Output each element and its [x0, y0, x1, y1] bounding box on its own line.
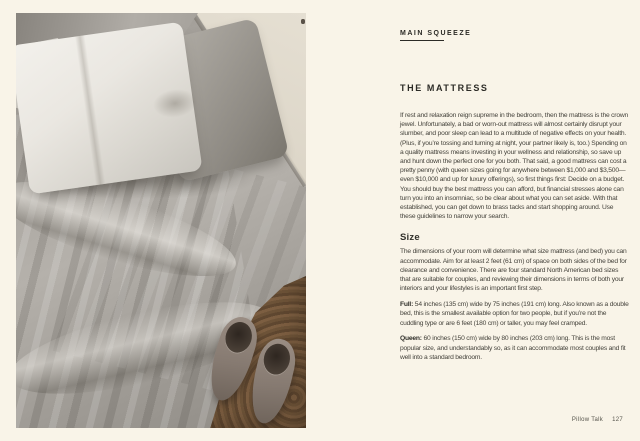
queen-size-label: Queen:: [400, 335, 422, 343]
bed-photo: [16, 13, 306, 428]
running-book-title: Pillow Talk: [571, 417, 604, 423]
kicker-underline: [400, 40, 444, 41]
white-pillow: [16, 22, 203, 195]
full-size-entry: [400, 300, 629, 328]
slippers: [199, 313, 306, 428]
queen-size-text: 60 inches (150 cm) wide by 80 inches (203 cm) long. This is the most popular size, and understandably so, as it can accommodate most couples and fit well into a standard bedroom.: [400, 335, 626, 361]
chapter-kicker: MAIN SQUEEZE: [400, 30, 472, 37]
section-heading-size: Size: [400, 232, 420, 244]
full-size-label: Full:: [400, 301, 414, 309]
intro-paragraph: If rest and relaxation reign supreme in the bedroom, then the mattress is the crown jewel. Unfortunately, a bad or worn-out mattress will almost certainly disrupt your slumber, and poor sleep can lead to a multitude of negative effects on your health. (Plus, if you’re tossing and turning at night, your partner likely is, too.) Spending on a quality mattress means investing in your wellness and relationship, so save up and hunt down the perfect one for you both. That said, a good mattress can cost a pretty penny (with queen sizes going for anywhere between $1,000 and $3,500—even $10,000 and up for luxury offerings), so first things first: Decide on a budget. You should buy the best mattress you can afford, but financial stresses alone can turn you into an insomniac, so be clear about what you can set aside. With that established, you can get down to brass tacks and start shopping around. Use these guidelines to narrow your search.: [400, 112, 628, 221]
wall-corner-detail: [301, 19, 305, 24]
page-title: THE MATTRESS: [400, 83, 489, 93]
slipper-opening: [261, 341, 293, 377]
slipper-opening: [222, 319, 256, 356]
queen-size-entry: [400, 334, 629, 362]
full-size-text: 54 inches (135 cm) wide by 75 inches (191 cm) long. Also known as a double bed, this is the smallest available option for two people, but if you’re not the cuddling type or are 6 feet (180 cm) or taller, you may feel cramped.: [400, 301, 629, 327]
page-footer: [400, 417, 629, 423]
page-number: 127: [612, 417, 623, 423]
size-paragraph: The dimensions of your room will determine what size mattress (and bed) you can accommodate. Aim for at least 2 feet (61 cm) of space on both sides of the bed for clearance and convenience. There are four standard North American bed sizes that are suitable for couples, and reviewing their dimensions in terms of both your interiors and your lifestyles is an important first step.: [400, 248, 627, 293]
text-column: [400, 30, 629, 369]
